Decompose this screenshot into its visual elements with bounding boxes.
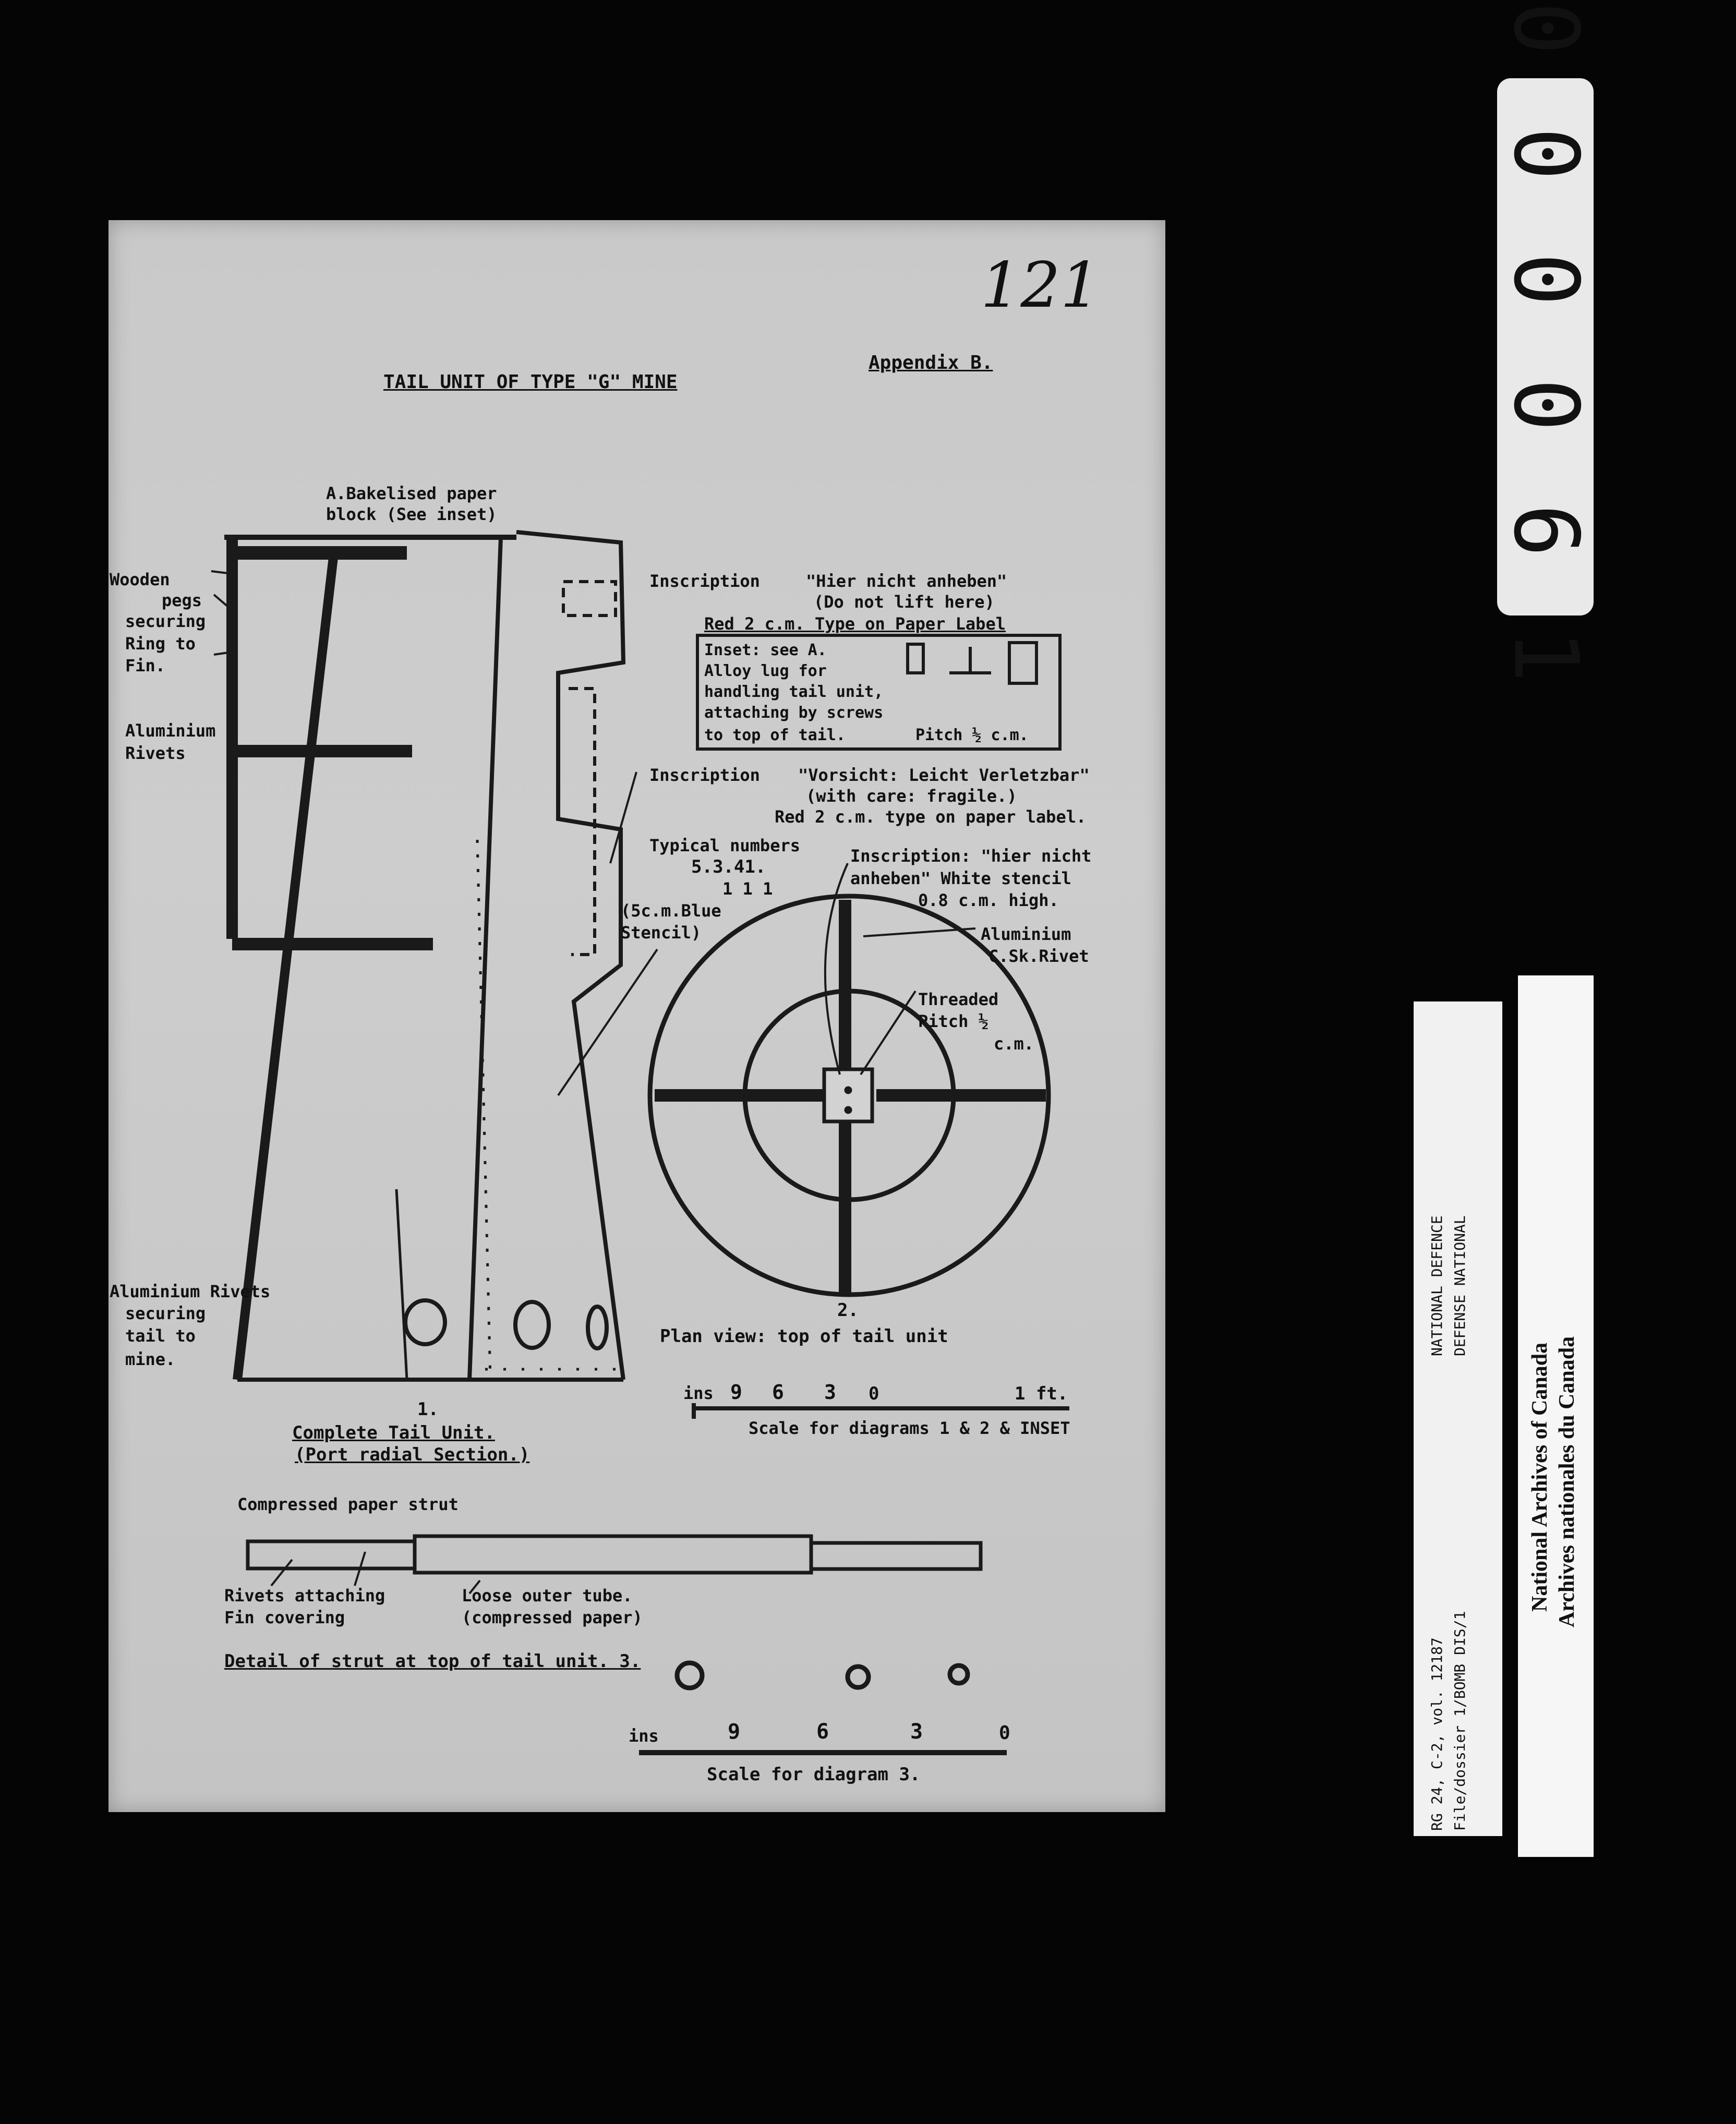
frame-number-label: [1493, 2, 1597, 692]
scale-2-tick-9: 9: [728, 1720, 741, 1744]
archives-label: [1518, 975, 1594, 1857]
inset-line-1: Inset: see A.: [704, 641, 827, 659]
reference-label: [1414, 1001, 1502, 1836]
reference-line-2: File/dossier 1/BOMB DIS/1: [1451, 1611, 1468, 1831]
diagram-2-number: 2.: [837, 1300, 859, 1321]
threaded-label-1: Threaded: [918, 989, 999, 1009]
diagram-1-caption: Complete Tail Unit.: [292, 1422, 495, 1443]
rivets-securing-label-1: Aluminium Rivets: [110, 1282, 271, 1301]
scale-1-tick-0: 0: [869, 1383, 879, 1404]
inscription-2-translation: (with care: fragile.): [806, 786, 1017, 806]
strut-outer-1: Loose outer tube.: [462, 1586, 633, 1606]
aluminium-label-1: Aluminium: [981, 924, 1071, 944]
archives-line-2: Archives nationales du Canada: [1555, 1336, 1579, 1627]
defence-line-1: NATIONAL DEFENCE: [1428, 1215, 1445, 1356]
inscription-1-text: "Hier nicht anheben": [806, 571, 1007, 591]
inscription-1-note: Red 2 c.m. Type on Paper Label: [704, 614, 1006, 634]
inscription-1-translation: (Do not lift here): [814, 592, 995, 612]
stencil-label-2: Stencil): [621, 923, 702, 943]
scale-2-tick-0: 0: [999, 1722, 1010, 1744]
handwritten-page-number: 121: [981, 249, 1101, 322]
scale-2-tick-ins: ins: [629, 1726, 659, 1746]
scale-1-tick-1ft: 1 ft.: [1015, 1383, 1068, 1404]
plan-inscription-1: Inscription: "hier nicht: [850, 846, 1092, 866]
inscription-1-label: Inscription: [649, 571, 760, 591]
rivets-securing-label-4: mine.: [125, 1349, 176, 1369]
scale-1-caption: Scale for diagrams 1 & 2 & INSET: [749, 1418, 1070, 1438]
threaded-label-2: Pitch ½: [918, 1011, 988, 1031]
archives-line-1: National Archives of Canada: [1528, 1342, 1552, 1612]
threaded-label-3: c.m.: [994, 1034, 1034, 1054]
typical-numbers-value: 5.3.41.: [691, 856, 766, 877]
typical-numbers-label: Typical numbers: [649, 836, 800, 855]
diagram-1-subcaption: (Port radial Section.): [295, 1444, 530, 1465]
wooden-label-2: pegs: [162, 590, 202, 610]
stencil-label-1: (5c.m.Blue: [621, 901, 721, 921]
rivets-securing-label-3: tail to: [125, 1326, 196, 1346]
inscription-2-text: "Vorsicht: Leicht Verletzbar": [798, 765, 1090, 785]
scale-1-tick-9: 9: [730, 1381, 742, 1404]
scale-2-tick-6: 6: [816, 1720, 829, 1744]
wooden-label-3: securing: [125, 611, 206, 631]
wooden-label-5: Fin.: [125, 656, 166, 675]
inscription-2-note: Red 2 c.m. type on paper label.: [775, 807, 1087, 827]
wooden-label-4: Ring to: [125, 634, 196, 654]
scale-1-tick-6: 6: [772, 1381, 784, 1404]
bakelised-label-2: block (See inset): [326, 504, 497, 524]
scale-bar-1: [694, 1403, 1069, 1419]
aluminium-label-2: C.Sk.Rivet: [988, 946, 1089, 966]
inset-line-4: attaching by screws: [704, 704, 884, 722]
inset-pitch: Pitch ½ c.m.: [915, 726, 1029, 744]
reference-line-1: RG 24, C-2, vol. 12187: [1428, 1637, 1445, 1831]
rivets-securing-label-2: securing: [125, 1304, 206, 1323]
strut-title: Compressed paper strut: [237, 1494, 459, 1514]
inset-line-3: handling tail unit,: [704, 683, 884, 701]
frame-number: 0 0 0 0 6 1: [1493, 2, 1597, 692]
wooden-label-1: Wooden: [110, 570, 170, 589]
bakelised-label-1: A.Bakelised paper: [326, 484, 497, 503]
plan-inscription-3: 0.8 c.m. high.: [918, 890, 1059, 910]
inset-line-2: Alloy lug for: [704, 662, 827, 680]
strut-outer-2: (compressed paper): [462, 1608, 643, 1627]
rivets-label-2: Rivets: [125, 743, 186, 763]
defence-line-2: DEFENSE NATIONAL: [1451, 1215, 1468, 1356]
inset-line-5: to top of tail.: [704, 726, 846, 744]
strut-caption: Detail of strut at top of tail unit. 3.: [224, 1651, 641, 1672]
plan-inscription-2: anheben" White stencil: [850, 868, 1071, 888]
page-title: TAIL UNIT OF TYPE "G" MINE: [383, 371, 678, 393]
diagram-1-number: 1.: [417, 1399, 439, 1420]
appendix-label: Appendix B.: [869, 352, 993, 373]
diagram-2-caption: Plan view: top of tail unit: [660, 1326, 948, 1347]
tail-unit-diagram: [211, 532, 657, 1380]
scale-2-caption: Scale for diagram 3.: [707, 1764, 921, 1785]
inscription-2-label: Inscription: [649, 765, 760, 785]
scale-1-tick-3: 3: [824, 1381, 836, 1404]
scale-1-tick-ins: ins: [683, 1383, 714, 1403]
typical-numbers-sub: 1 1 1: [722, 879, 773, 899]
scale-2-tick-3: 3: [910, 1720, 923, 1744]
rivets-label-1: Aluminium: [125, 721, 216, 741]
strut-rivets-1: Rivets attaching: [224, 1586, 385, 1606]
strut-rivets-2: Fin covering: [224, 1608, 345, 1627]
